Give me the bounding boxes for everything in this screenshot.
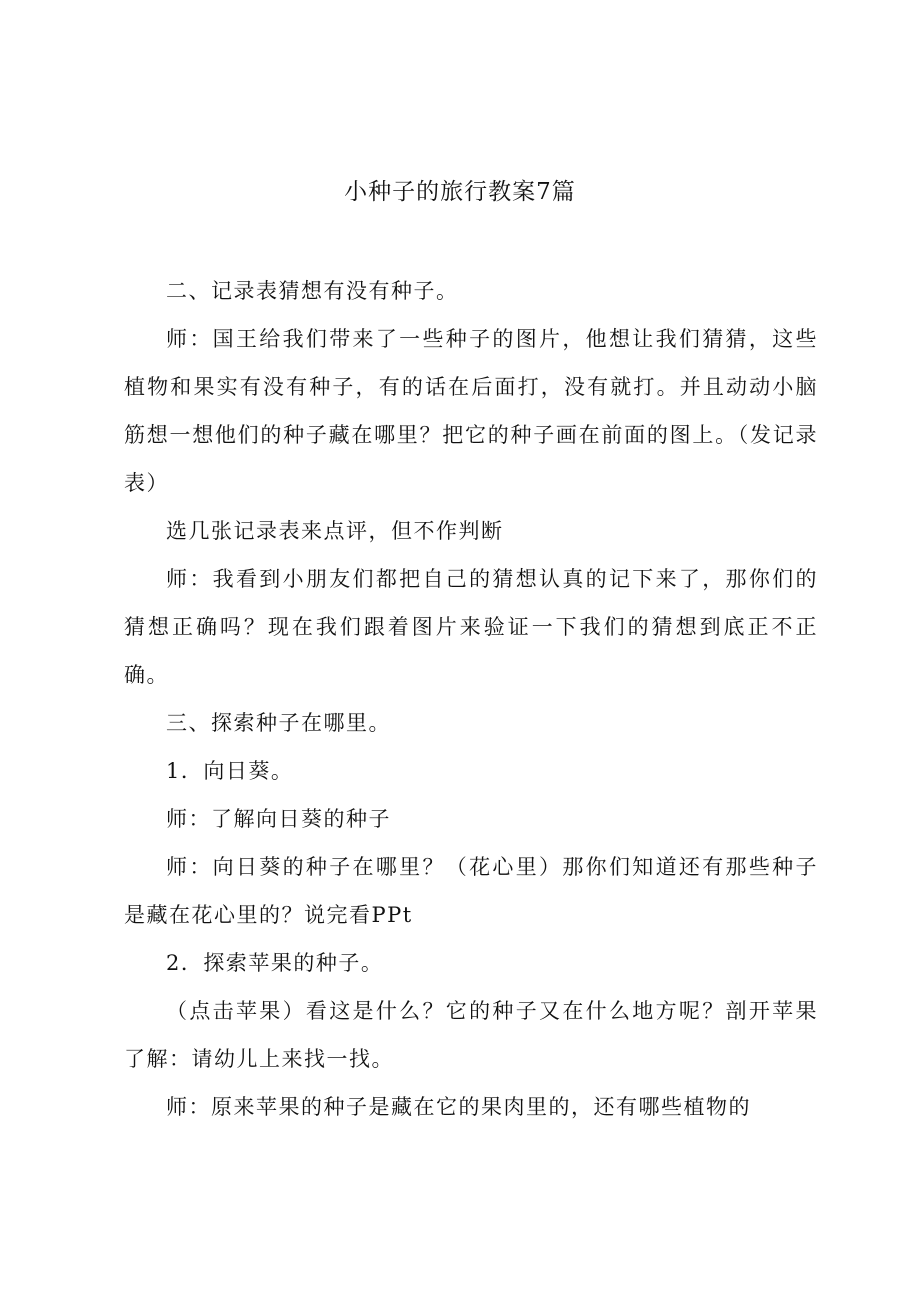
paragraph-apple-conclusion: 师：原来苹果的种子是藏在它的果肉里的，还有哪些植物的 bbox=[166, 1095, 751, 1119]
paragraph-sunflower-question: 师：向日葵的种子在哪里？（花心里）那你们知道还有那些种子是藏在花心里的？说完看PPt bbox=[124, 855, 818, 927]
paragraph-sunflower-heading: 1．向日葵。 bbox=[166, 759, 294, 783]
paragraph-review-sheets: 选几张记录表来点评，但不作判断 bbox=[166, 519, 504, 543]
paragraph-apple-heading: 2．探索苹果的种子。 bbox=[166, 951, 384, 975]
document-body bbox=[124, 267, 818, 1131]
paragraph-sunflower-intro: 师：了解向日葵的种子 bbox=[166, 807, 391, 831]
paragraph-apple-activity: （点击苹果）看这是什么？它的种子又在什么地方呢？剖开苹果了解：请幼儿上来找一找。 bbox=[124, 999, 818, 1071]
document-title: 小种子的旅行教案7篇 bbox=[344, 179, 576, 205]
paragraph-record-sheet-heading: 二、记录表猜想有没有种子。 bbox=[166, 279, 459, 303]
paragraph-explore-heading: 三、探索种子在哪里。 bbox=[166, 711, 391, 735]
paragraph-teacher-verify: 师：我看到小朋友们都把自己的猜想认真的记下来了，那你们的猜想正确吗？现在我们跟着图片来验证一下我们的猜想到底正不正确。 bbox=[124, 567, 818, 687]
paragraph-teacher-guess-instructions: 师：国王给我们带来了一些种子的图片，他想让我们猜猜，这些植物和果实有没有种子，有的话在后面打，没有就打。并且动动小脑筋想一想他们的种子藏在哪里？把它的种子画在前面的图上。（发记录表） bbox=[124, 327, 818, 495]
